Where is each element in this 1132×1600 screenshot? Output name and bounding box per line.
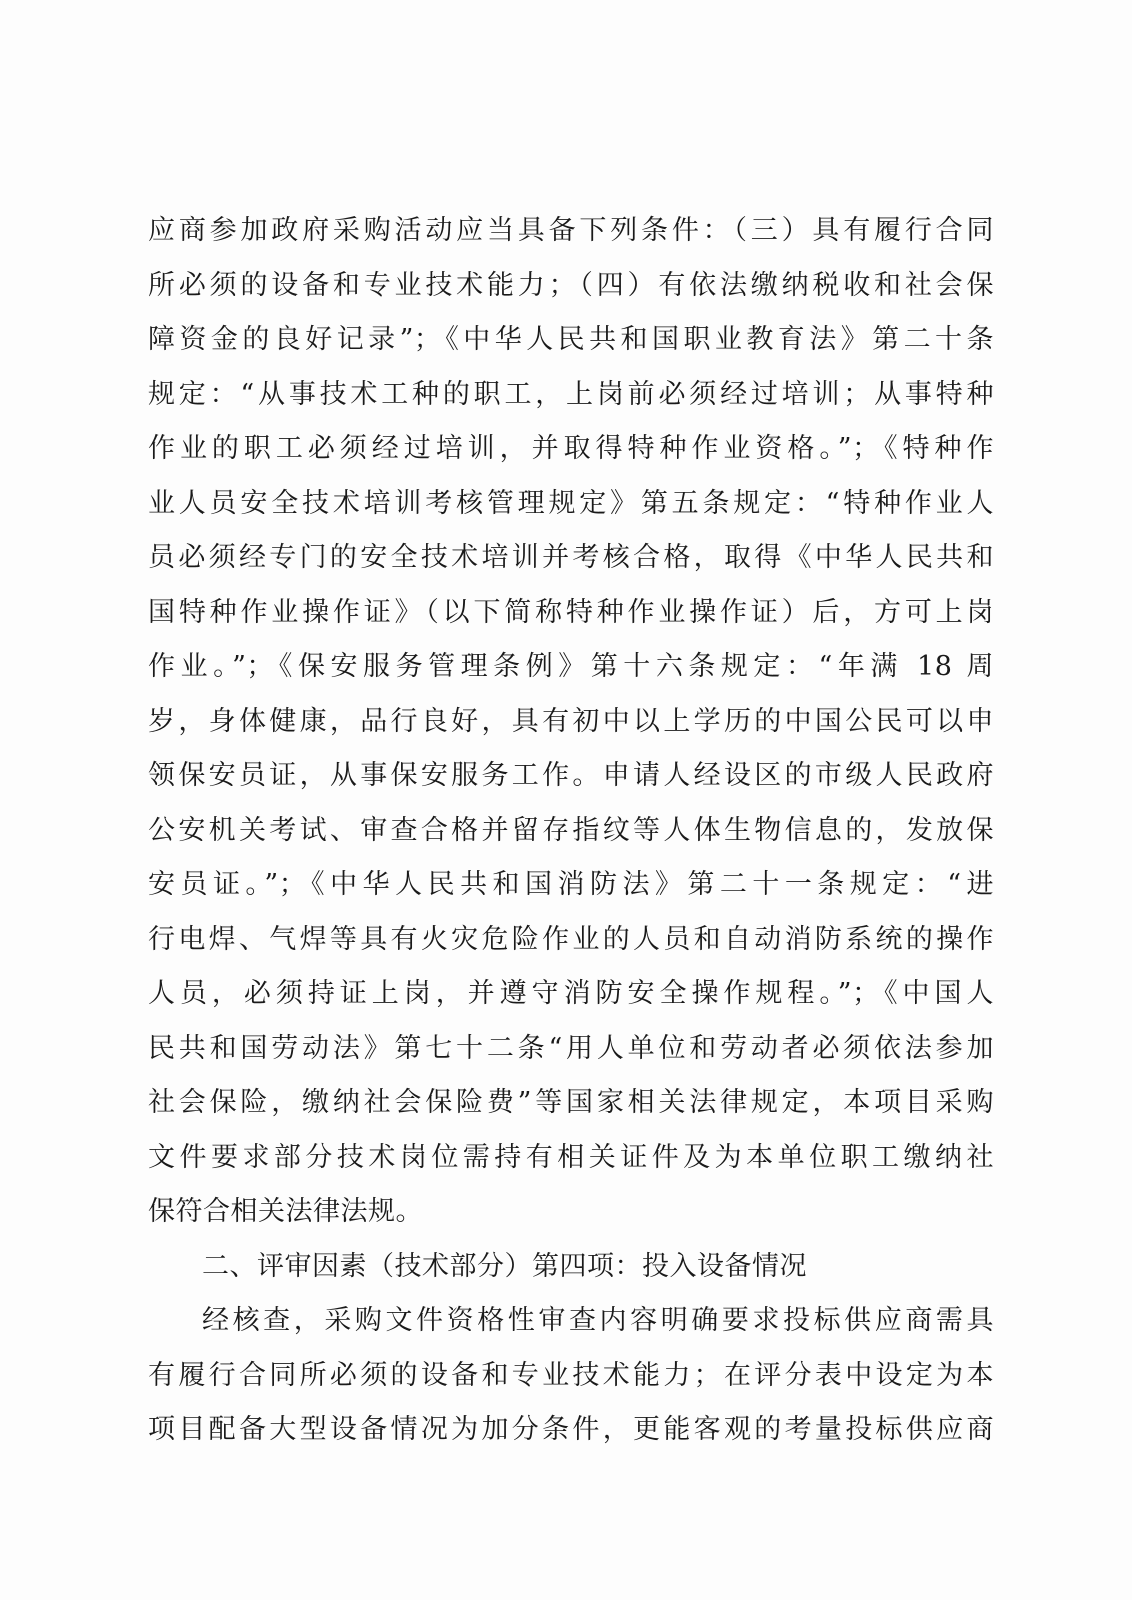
section-heading: 二、评审因素（技术部分）第四项：投入设备情况 xyxy=(202,1250,807,1282)
document-body xyxy=(148,204,994,1458)
body-line: 社会保险，缴纳社会保险费”等国家相关法律规定，本项目采购 xyxy=(148,1087,994,1118)
body-line: 国特种作业操作证》（以下简称特种作业操作证）后，方可上岗 xyxy=(148,596,994,628)
body-line: 员必须经专门的安全技术培训并考核合格，取得《中华人民共和 xyxy=(148,542,994,573)
body-line: 业人员安全技术培训考核管理规定》第五条规定：“特种作业人 xyxy=(148,487,994,519)
body-line: 作业的职工必须经过培训，并取得特种作业资格。”；《特种作 xyxy=(148,433,994,464)
body-line: 民共和国劳动法》第七十二条“用人单位和劳动者必须依法参加 xyxy=(148,1032,994,1064)
body-line: 所必须的设备和专业技术能力；（四）有依法缴纳税收和社会保 xyxy=(148,269,994,301)
body-line: 应商参加政府采购活动应当具备下列条件：（三）具有履行合同 xyxy=(148,215,994,246)
body-line: 作业。”；《保安服务管理条例》第十六条规定：“年满 18 周 xyxy=(148,651,994,682)
body-line: 规定：“从事技术工种的职工，上岗前必须经过培训；从事特种 xyxy=(148,378,994,410)
body-line: 文件要求部分技术岗位需持有相关证件及为本单位职工缴纳社 xyxy=(148,1141,994,1173)
body-line: 项目配备大型设备情况为加分条件，更能客观的考量投标供应商 xyxy=(148,1414,994,1445)
body-line: 行电焊、气焊等具有火灾危险作业的人员和自动消防系统的操作 xyxy=(148,923,994,955)
body-line: 岁，身体健康，品行良好，具有初中以上学历的中国公民可以申 xyxy=(148,705,994,737)
body-line: 领保安员证，从事保安服务工作。申请人经设区的市级人民政府 xyxy=(148,760,994,791)
body-line: 经核查，采购文件资格性审查内容明确要求投标供应商需具 xyxy=(202,1305,994,1336)
body-line: 保符合相关法律法规。 xyxy=(148,1196,423,1227)
body-line: 障资金的良好记录”；《中华人民共和国职业教育法》第二十条 xyxy=(148,324,994,355)
body-line: 公安机关考试、审查合格并留存指纹等人体生物信息的，发放保 xyxy=(148,814,994,846)
body-line: 人员，必须持证上岗，并遵守消防安全操作规程。”；《中国人 xyxy=(148,978,994,1009)
body-line: 安员证。”；《中华人民共和国消防法》第二十一条规定：“进 xyxy=(148,869,994,900)
body-line: 有履行合同所必须的设备和专业技术能力；在评分表中设定为本 xyxy=(148,1359,994,1391)
